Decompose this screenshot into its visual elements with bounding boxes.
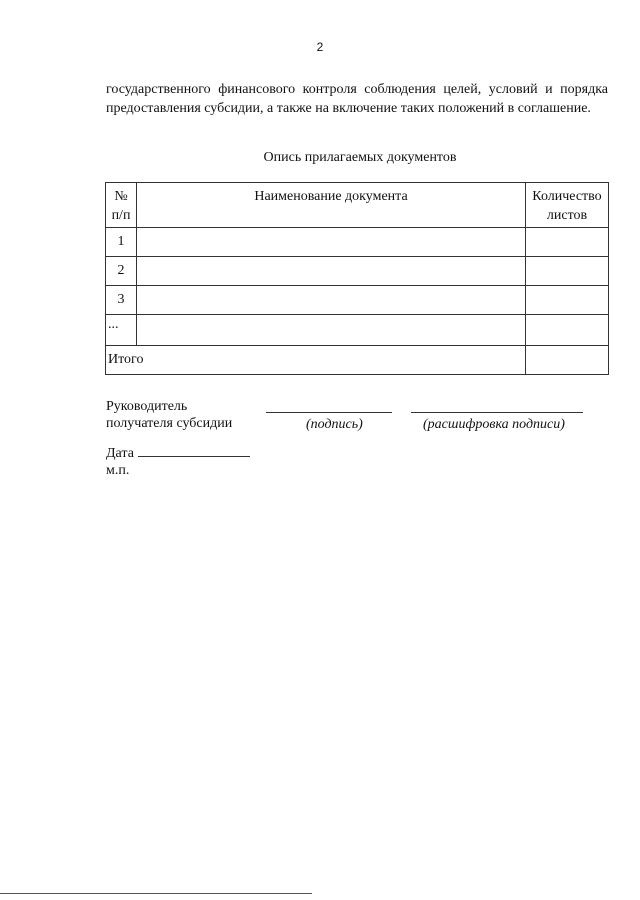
header-document-name: Наименование документа [137, 183, 526, 228]
row-document-name [137, 257, 526, 286]
row-number: 1 [106, 228, 137, 257]
page-number: 2 [316, 40, 324, 54]
table-row [106, 315, 609, 346]
documents-table [105, 182, 609, 375]
row-sheet-count [526, 257, 609, 286]
header-sheet-count: Количество листов [526, 183, 609, 228]
row-sheet-count [526, 315, 609, 346]
signature-caption: (подпись) [306, 417, 363, 432]
table-title: Опись прилагаемых документов [263, 150, 457, 165]
row-number: ... [106, 315, 137, 346]
date-block [106, 444, 250, 479]
signature-decoding-caption: (расшифровка подписи) [423, 417, 565, 432]
table-row [106, 228, 609, 257]
date-row [106, 444, 250, 462]
row-number: 2 [106, 257, 137, 286]
date-label: Дата [106, 446, 134, 461]
row-sheet-count [526, 286, 609, 315]
signatory-role-text: Руководитель получателя субсидии [106, 399, 233, 431]
signature-line [266, 412, 392, 413]
total-label: Итого [106, 346, 526, 375]
table-row [106, 257, 609, 286]
table-total-row [106, 346, 609, 375]
footer-rule [0, 893, 312, 894]
table-row [106, 286, 609, 315]
signatory-role [106, 398, 256, 432]
row-sheet-count [526, 228, 609, 257]
row-document-name [137, 286, 526, 315]
total-sheet-count [526, 346, 609, 375]
date-line [138, 444, 250, 457]
row-number: 3 [106, 286, 137, 315]
row-document-name [137, 315, 526, 346]
intro-paragraph: государственного финансового контроля соблюдения целей, условий и порядка предоставления субсидии, а также на включение таких положений в соглашение. [106, 82, 608, 116]
header-number: № п/п [106, 183, 137, 228]
signature-decoding-line [411, 412, 583, 413]
stamp-place: м.п. [106, 463, 130, 478]
row-document-name [137, 228, 526, 257]
table-header-row [106, 183, 609, 228]
